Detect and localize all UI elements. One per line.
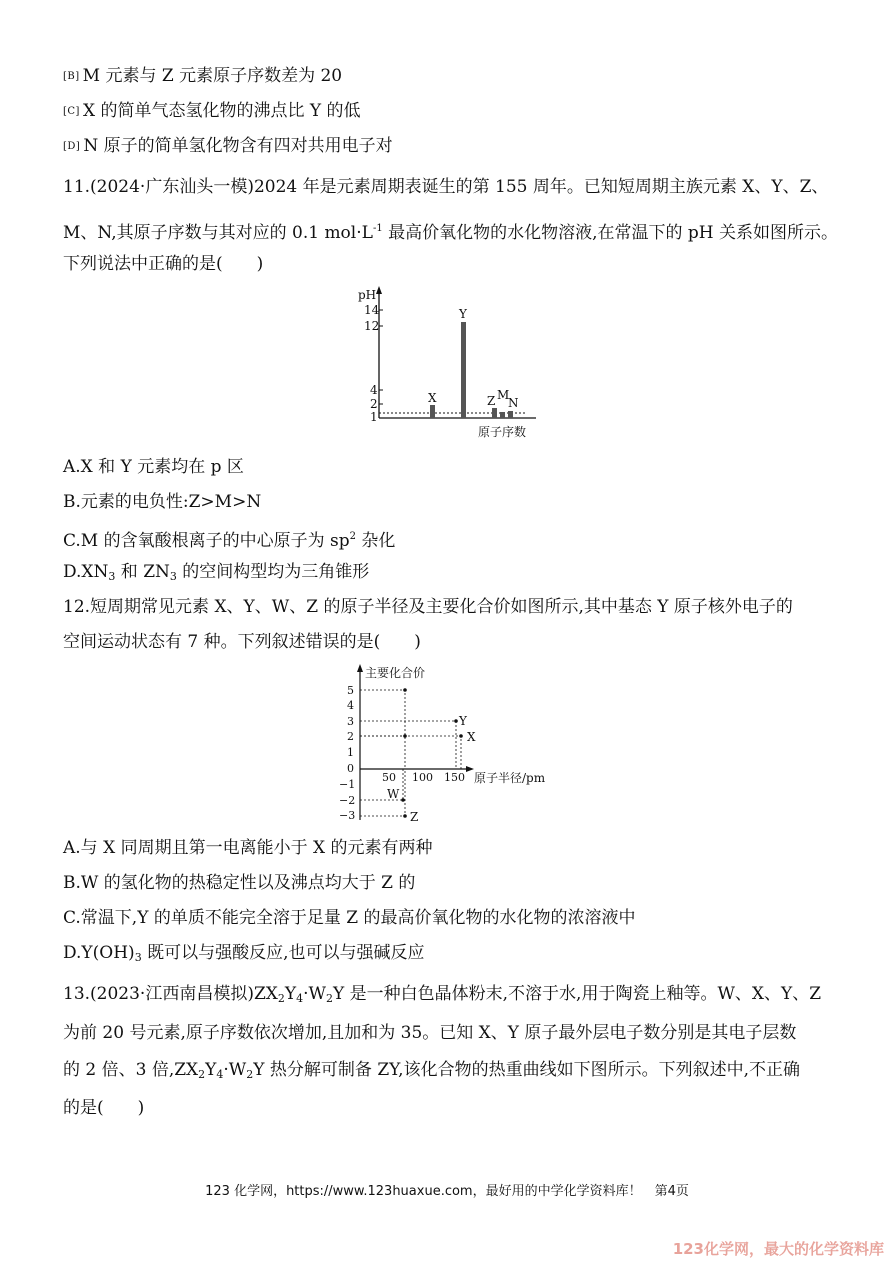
text: ·W: [223, 1060, 247, 1080]
text: Y: [284, 984, 297, 1004]
valence-radius-chart: [335, 662, 565, 827]
text: M、N,其原子序数与其对应的 0.1 mol·L: [63, 223, 373, 243]
text: 杂化: [356, 531, 396, 551]
y-axis-label: pH: [358, 288, 377, 302]
guide-line: [360, 721, 456, 769]
y-tick: 1: [370, 410, 378, 424]
x-axis-label: 原子半径/pm: [474, 771, 546, 785]
y-tick: 0: [347, 762, 354, 775]
option-tag: [B]: [63, 71, 80, 82]
q12-stem-line1: 12.短周期常见元素 X、Y、W、Z 的原子半径及主要化合价如图所示,其中基态 Y 原子核外电子的: [63, 597, 793, 617]
x-tick: 100: [412, 771, 433, 784]
option-tag: [C]: [63, 106, 80, 117]
text: ·W: [303, 984, 327, 1004]
data-point-y: [454, 719, 458, 723]
bar-label: Y: [459, 307, 467, 321]
y-axis-arrow: [376, 286, 382, 294]
option-text: X 的简单气态氢化物的沸点比 Y 的低: [82, 101, 361, 121]
q11-stem-line1: 11.(2024·广东汕头一模)2024 年是元素周期表诞生的第 155 周年。已知短周期主族元素 X、Y、Z、: [63, 177, 829, 197]
x-tick: 50: [382, 771, 396, 784]
bar-x: [430, 405, 435, 418]
q11-stem-line2: [63, 217, 838, 245]
data-point-x: [459, 734, 463, 738]
x-axis-label: 原子序数: [478, 425, 527, 439]
text: 和 ZN: [115, 562, 170, 582]
y-tick: −3: [339, 809, 356, 822]
q13-stem-line3: [63, 1058, 800, 1087]
point-label: Y: [459, 714, 467, 728]
y-tick: 12: [364, 319, 380, 333]
text: 的 2 倍、3 倍,ZX: [63, 1060, 199, 1080]
page-footer: 123 化学网，https://www.123huaxue.com，最好用的中学化学资料库！ 第4页: [205, 1184, 689, 1199]
q13-stem-line1: [63, 982, 821, 1011]
guide-line: [360, 736, 461, 769]
subscript: 2: [246, 1068, 254, 1081]
y-axis-arrow: [357, 664, 363, 672]
y-tick: −1: [339, 778, 356, 791]
q10-option-d: [63, 134, 393, 159]
bar-n: [508, 411, 513, 418]
data-point: [403, 734, 407, 738]
text: C.M 的含氧酸根离子的中心原子为 sp: [63, 531, 350, 551]
text: 的空间构型均为三角锥形: [176, 562, 370, 582]
superscript: -1: [372, 223, 383, 234]
q11-option-b: B.元素的电负性:Z>M>N: [63, 492, 262, 512]
option-tag: [D]: [63, 141, 81, 152]
y-tick: 4: [370, 383, 378, 397]
subscript: 4: [296, 992, 304, 1005]
y-tick: 3: [347, 715, 354, 728]
option-text: M 元素与 Z 元素原子序数差为 20: [82, 66, 343, 86]
bar-label: N: [508, 396, 519, 410]
y-tick: 2: [370, 397, 378, 411]
text: D.Y(OH): [63, 943, 135, 963]
q11-option-a: A.X 和 Y 元素均在 p 区: [63, 457, 244, 477]
subscript: 3: [108, 570, 116, 583]
y-tick: 5: [347, 684, 354, 697]
ph-bar-chart: [350, 284, 550, 444]
q11-option-d: [63, 560, 369, 589]
subscript: 2: [326, 992, 334, 1005]
q12-option-c: C.常温下,Y 的单质不能完全溶于足量 Z 的最高价氧化物的水化物的浓溶液中: [63, 908, 636, 928]
guide-lines: [360, 690, 461, 816]
text: 既可以与强酸反应,也可以与强碱反应: [141, 943, 425, 963]
data-point-w: [401, 798, 405, 802]
subscript: 3: [134, 951, 142, 964]
y-tick: 4: [347, 699, 354, 712]
x-axis-arrow: [466, 766, 474, 772]
point-label: X: [467, 730, 476, 744]
y-tick: 14: [364, 303, 380, 317]
text: Y 是一种白色晶体粉末,不溶于水,用于陶瓷上釉等。W、X、Y、Z: [333, 984, 822, 1004]
bar-label: X: [428, 391, 437, 405]
bar-y: [461, 322, 466, 418]
q10-option-c: [63, 99, 361, 124]
point-label: W: [387, 787, 400, 801]
q12-stem-line2: 空间运动状态有 7 种。下列叙述错误的是( ): [63, 632, 421, 652]
point-label: Z: [410, 810, 419, 824]
text: D.XN: [63, 562, 109, 582]
y-tick: 2: [347, 730, 354, 743]
subscript: 2: [277, 992, 285, 1005]
bar-m: [500, 412, 505, 418]
data-point: [403, 688, 407, 692]
subscript: 2: [198, 1068, 206, 1081]
x-tick: 150: [444, 771, 465, 784]
subscript: 4: [216, 1068, 224, 1081]
text: 最高价氧化物的水化物溶液,在常温下的 pH 关系如图所示。: [382, 223, 839, 243]
q10-option-b: [63, 64, 342, 89]
data-point-z: [403, 814, 407, 818]
subscript: 3: [169, 570, 177, 583]
guide-line: [360, 690, 405, 769]
bar-z: [492, 408, 497, 418]
bar-label: Z: [487, 394, 496, 408]
q12-option-b: B.W 的氢化物的热稳定性以及沸点均大于 Z 的: [63, 873, 416, 893]
superscript: 2: [349, 531, 357, 542]
text: Y: [205, 1060, 217, 1080]
q13-stem-line4: 的是( ): [63, 1098, 145, 1118]
q11-stem-line3: 下列说法中正确的是( ): [63, 254, 264, 274]
option-text: N 原子的简单氢化物含有四对共用电子对: [83, 136, 393, 156]
text: 13.(2023·江西南昌模拟)ZX: [63, 984, 278, 1004]
y-tick: −2: [339, 794, 356, 807]
bar-label: M: [497, 388, 510, 402]
q12-option-a: A.与 X 同周期且第一电离能小于 X 的元素有两种: [63, 838, 433, 858]
text: Y 热分解可制备 ZY,该化合物的热重曲线如下图所示。下列叙述中,不正确: [253, 1060, 800, 1080]
q12-option-d: [63, 941, 425, 970]
q11-option-c: [63, 525, 395, 553]
watermark: 123化学网，最大的化学资料库: [672, 1240, 884, 1258]
y-tick: 1: [347, 746, 354, 759]
q13-stem-line2: 为前 20 号元素,原子序数依次增加,且加和为 35。已知 X、Y 原子最外层电子数分别是其电子层数: [63, 1023, 797, 1043]
y-axis-label: 主要化合价: [365, 666, 426, 680]
